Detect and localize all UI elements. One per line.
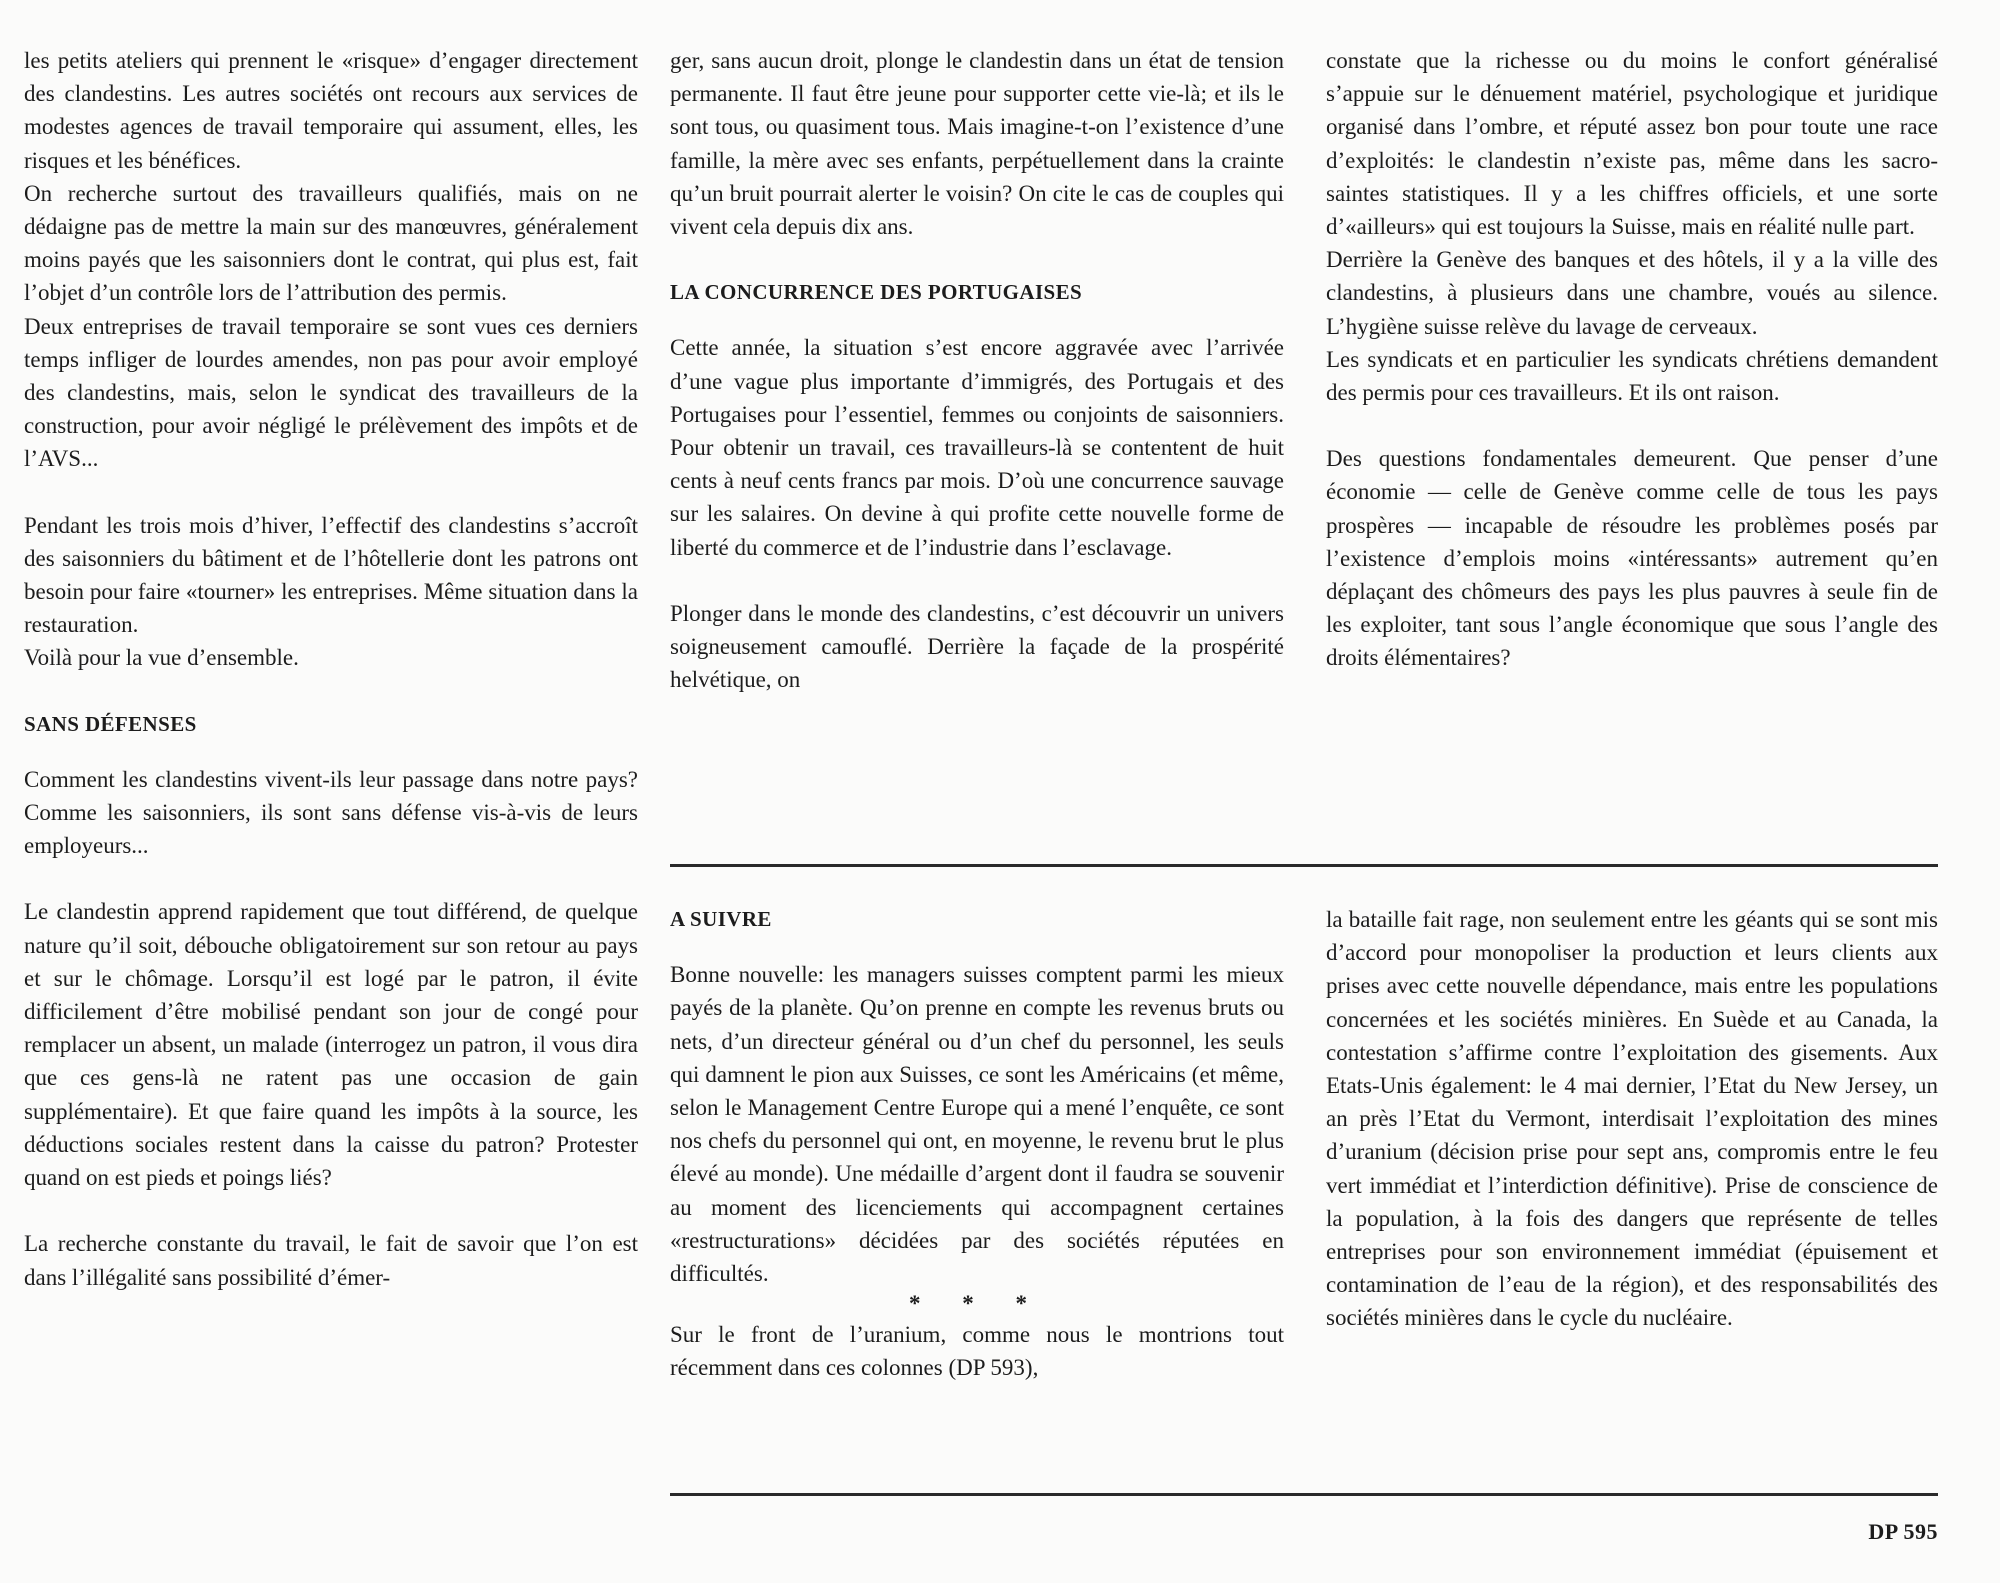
paragraph: Le clandestin apprend rapidement que tout différend, de quelque nature qu’il soit, débouche obligatoirement sur son retour au pays et sur le chômage. Lorsqu’il est logé par le patron, il évite difficilement d’être mobilisé pendant son jour de congé pour remplacer un absent, un malade (interrogez un patron, il vous dira que ces gens-là ne ratent pas une occasion de gain supplémentaire). Et que faire quand les impôts à la source, les déductions sociales restent dans la caisse du patron? Protester quand on est pieds et poings liés? [24,899,638,1191]
paragraph: Sur le front de l’uranium, comme nous le montrions tout récemment dans ces colonnes (DP 593), [670,1322,1284,1381]
paragraph: constate que la richesse ou du moins le confort généralisé s’appuie sur le dénuement matériel, psychologique et juridique organisé dans l’ombre, et réputé assez bon pour toute une race d’exploités: le clandestin n’existe pas, même dans les sacro-saintes statistiques. Il y a les chiffres officiels, et une sorte d’«ailleurs» qui est toujours la Suisse, mais en réalité nulle part. [1326,48,1938,240]
page-folio: DP 595 [1868,1519,1938,1544]
paragraph: la bataille fait rage, non seulement entre les géants qui se sont mis d’accord pour monopoliser la production et leurs clients aux prises avec cette nouvelle dépendance, mais entre les populations concernées et les sociétés minières. En Suède et au Canada, la contestation s’affirme contre l’exploitation des gisements. Aux Etats-Unis également: le 4 mai dernier, l’Etat du New Jersey, un an près l’Etat du Vermont, interdisait l’exploitation des mines d’uranium (décision prise pour sept ans, compromis entre le feu vert immédiat et l’interdiction définitive). Prise de conscience de la population, à la fois des dangers que représente de telles entreprises pour son environnement immédiat (épuisement et contamination de l’eau de la région), et des responsabilités des sociétés minières dans le cycle du nucléaire. [1326,907,1938,1331]
paragraph: ger, sans aucun droit, plonge le clandestin dans un état de tension permanente. Il faut être jeune pour supporter cette vie-là; et ils le sont tous, ou quasiment tous. Mais imagine-t-on l’existence d’une famille, la mère avec ses enfants, perpétuellement dans la crainte qu’un bruit pourrait alerter le voisin? On cite le cas de couples qui vivent cela depuis dix ans. [670,48,1284,240]
column-2 [670,44,1284,696]
paragraph: Deux entreprises de travail temporaire se sont vues ces derniers temps infliger de lourdes amendes, non pas pour avoir employé des clandestins, mais, selon le syndicat des travailleurs de la construction, pour avoir négligé le prélèvement des impôts et de l’AVS... [24,313,638,472]
section-heading-sans-defenses: SANS DÉFENSES [24,711,197,736]
paragraph: Les syndicats et en particulier les syndicats chrétiens demandent des permis pour ces travailleurs. Et ils ont raison. [1326,346,1938,406]
a-suivre-column-1 [670,903,1284,1385]
paragraph: Cette année, la situation s’est encore aggravée avec l’arrivée d’une vague plus importante d’immigrés, des Portugais et des Portugaises pour l’essentiel, femmes ou conjoints de saisonniers. Pour obtenir un travail, ces travailleurs-là se contentent de huit cents à neuf cents francs par mois. D’où une concurrence sauvage sur les salaires. On devine à qui profite cette nouvelle forme de liberté du commerce et de l’industrie dans l’esclavage. [670,335,1284,560]
horizontal-rule [670,1493,1938,1496]
paragraph: Bonne nouvelle: les managers suisses comptent parmi les mieux payés de la planète. Qu’on prenne en compte les revenus bruts ou nets, d’un directeur général ou d’un chef du personnel, les seuls qui damnent le pion aux Suisses, ce sont les Américains (et même, selon le Management Centre Europe qui a mené l’enquête, ce sont nos chefs du personnel qui ont, en moyenne, le revenu brut le plus élevé au monde). Une médaille d’argent dont il faudra se souvenir au moment des licenciements qui accompagnent certaines «restructurations» décidées par des sociétés réputées en difficultés. [670,962,1284,1287]
paragraph: Des questions fondamentales demeurent. Que penser d’une économie — celle de Genève comme celle de tous les pays prospères — incapable de résoudre les problèmes posés par l’existence d’emplois moins «intéressants» autrement qu’en déplaçant des chômeurs des pays les plus pauvres à seule fin de les exploiter, tant sous l’angle économique que sous l’angle des droits élémentaires? [1326,446,1938,671]
separator-stars: * * * [909,1291,1045,1317]
paragraph: les petits ateliers qui prennent le «risque» d’engager directement des clandestins. Les autres sociétés ont recours aux services de modestes agences de travail temporaire qui assument, elles, les risques et les bénéfices. [24,48,638,173]
column-3 [1326,44,1938,675]
paragraph: Plonger dans le monde des clandestins, c’est découvrir un univers soigneusement camouflé. Derrière la façade de la prospérité helvétique, on [670,600,1284,693]
paragraph: Pendant les trois mois d’hiver, l’effectif des clandestins s’accroît des saisonniers du bâtiment et de l’hôtellerie dont les patrons ont besoin pour faire «tourner» les entreprises. Même situation dans la restauration. [24,512,638,638]
paragraph: On recherche surtout des travailleurs qualifiés, mais on ne dédaigne pas de mettre la main sur des manœuvres, généralement moins payés que les saisonniers dont le contrat, qui plus est, fait l’objet d’un contrôle lors de l’attribution des permis. [24,180,638,306]
paragraph: Comment les clandestins vivent-ils leur passage dans notre pays? Comme les saisonniers, ils sont sans défense vis-à-vis de leurs employeurs... [24,766,638,859]
a-suivre-column-2 [1326,903,1938,1335]
paragraph: Voilà pour la vue d’ensemble. [24,645,299,671]
paragraph: Derrière la Genève des banques et des hôtels, il y a la ville des clandestins, à plusieurs dans une chambre, voués au silence. L’hygiène suisse relève du lavage de cerveaux. [1326,247,1938,339]
paragraph: La recherche constante du travail, le fait de savoir que l’on est dans l’illégalité sans possibilité d’émer- [24,1231,638,1290]
column-1 [24,44,638,1294]
section-heading-concurrence: LA CONCURRENCE DES PORTUGAISES [670,280,1083,305]
horizontal-rule [670,864,1938,867]
section-heading-a-suivre: A SUIVRE [670,907,772,931]
